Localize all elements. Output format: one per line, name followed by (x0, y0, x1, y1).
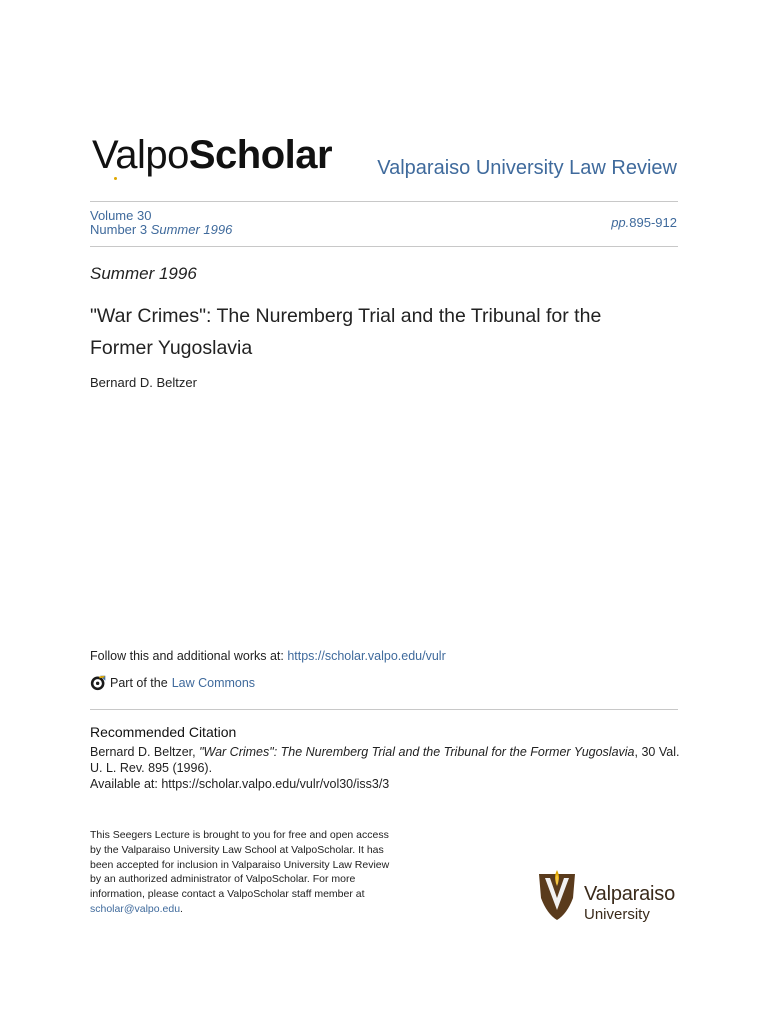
issue-number-text: Number 3 (90, 222, 148, 237)
citation-source: , 30 Val. U. L. Rev. 895 (1996). (90, 745, 680, 775)
notice-end: . (180, 902, 183, 915)
journal-title-link[interactable]: Valparaiso University Law Review (377, 157, 677, 179)
valparaiso-logo-name: Valparaiso (584, 883, 676, 905)
valparaiso-shield-icon (537, 868, 577, 922)
volume-label[interactable] (90, 209, 151, 223)
article-author: Bernard D. Beltzer (90, 375, 197, 390)
network-commons-icon (90, 674, 107, 691)
citation-available: Available at: https://scholar.valpo.edu/vulr/vol30/iss3/3 (90, 777, 390, 791)
logo-accent-dot (114, 177, 117, 180)
citation-heading: Recommended Citation (90, 724, 237, 740)
notice-text: This Seegers Lecture is brought to you for free and open access by the Valparaiso University Law School at ValpoScholar. It has been accepted for inclusion in Valparaiso University Law Review by an authorized administrator of ValpoScholar. For more information, please contact a ValpoScholar staff member at (90, 829, 390, 901)
issue-number-line[interactable] (90, 223, 232, 237)
valparaiso-logo-sub: University (584, 906, 650, 923)
pages-range-text: 895-912 (629, 215, 677, 230)
article-date: Summer 1996 (90, 264, 197, 283)
logo-text-scholar: Scholar (188, 133, 333, 177)
article-title: "War Crimes": The Nuremberg Trial and the Tribunal for the Former Yugoslavia (90, 305, 602, 359)
pages-prefix: pp. (611, 215, 630, 230)
follow-line (90, 649, 446, 663)
issue-season-text: Summer 1996 (150, 222, 233, 237)
divider-top (90, 201, 678, 202)
follow-url-link[interactable]: https://scholar.valpo.edu/vulr (287, 649, 446, 663)
valposcholar-logo[interactable] (92, 132, 332, 178)
follow-label: Follow this and additional works at: (90, 649, 288, 663)
access-notice (90, 828, 390, 917)
divider-citation (90, 709, 678, 710)
citation-authors: Bernard D. Beltzer, (90, 745, 200, 759)
law-commons-link[interactable]: Law Commons (171, 675, 256, 690)
divider-issue (90, 246, 678, 247)
logo-text-valpo: Valpo (92, 133, 189, 177)
contact-email-link[interactable]: scholar@valpo.edu (90, 902, 181, 915)
volume-text: Volume 30 (90, 208, 152, 223)
page-range (611, 215, 677, 230)
citation-title: "War Crimes": The Nuremberg Trial and the Tribunal for the Former Yugoslavia (199, 745, 635, 759)
part-of-line (90, 674, 255, 691)
citation-body (90, 744, 680, 792)
part-of-label: Part of the (110, 675, 168, 690)
